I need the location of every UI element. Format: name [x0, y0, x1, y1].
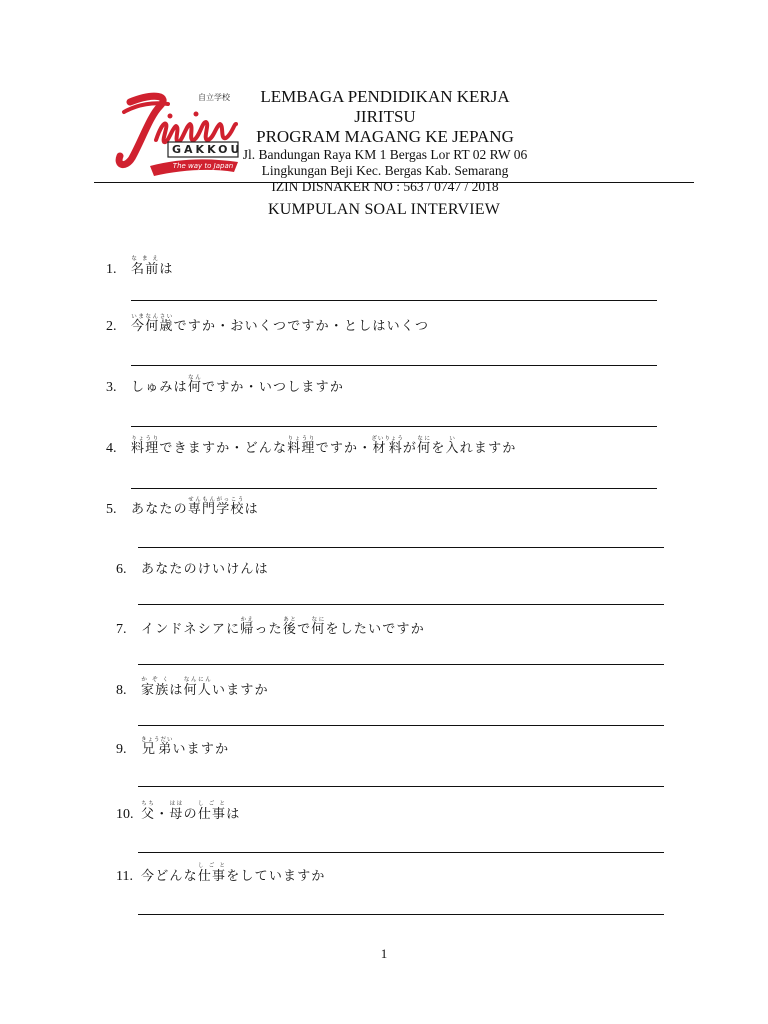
question-7	[116, 617, 425, 639]
question-number: 8.	[116, 683, 127, 698]
logo-gakkou: GAKKOU	[172, 143, 243, 156]
jiritsu-gakkou-logo	[110, 82, 245, 184]
answer-line-6[interactable]	[138, 604, 664, 605]
question-text: あなたの専門学校せんもんがっこうは	[131, 497, 259, 517]
header-divider	[94, 182, 694, 183]
question-11	[116, 863, 326, 886]
question-9	[116, 737, 229, 759]
answer-line-3[interactable]	[131, 426, 657, 427]
question-10	[116, 801, 240, 824]
question-6	[116, 561, 269, 579]
question-number: 5.	[106, 502, 117, 517]
org-name: LEMBAGA PENDIDIKAN KERJA JIRITSU	[260, 87, 510, 126]
answer-line-11[interactable]	[138, 914, 664, 915]
question-text: 名前な ま えは	[131, 256, 174, 277]
logo-tagline: The way to Japan	[172, 162, 234, 170]
question-number: 11.	[116, 869, 133, 884]
license-number: IZIN DISNAKER NO : 563 / 0747 / 2018	[271, 179, 499, 194]
question-text: 兄弟きょうだいいますか	[141, 737, 230, 757]
question-number: 6.	[116, 562, 127, 577]
question-text: 料理りょうりできますか・どんな料理りょうりですか・材料ざいりょうが何なにを入いれますか	[131, 436, 517, 456]
answer-line-2[interactable]	[131, 365, 657, 366]
question-8	[116, 677, 269, 700]
address-line-2: Lingkungan Beji Kec. Bergas Kab. Semarang	[261, 163, 509, 178]
page-title: KUMPULAN SOAL INTERVIEW	[267, 201, 501, 218]
answer-line-8[interactable]	[138, 725, 664, 726]
question-text: 家族か ぞ くは何人なんにんいますか	[141, 677, 269, 698]
answer-line-5[interactable]	[138, 547, 664, 548]
question-number: 7.	[116, 622, 127, 637]
letterhead	[240, 87, 530, 195]
question-text: 父ちち・母ははの仕事し ご とは	[141, 801, 241, 822]
program-name: PROGRAM MAGANG KE JEPANG	[256, 127, 514, 146]
answer-line-1[interactable]	[131, 300, 657, 301]
question-4	[106, 436, 517, 458]
question-3	[106, 375, 344, 397]
question-text: しゅみは何なんですか・いつしますか	[131, 375, 345, 395]
question-text: 今どんな仕事し ご とをしていますか	[141, 863, 326, 884]
question-number: 3.	[106, 380, 117, 395]
question-text: あなたのけいけんは	[141, 562, 269, 577]
page-number: 1	[380, 946, 388, 961]
answer-line-4[interactable]	[131, 488, 657, 489]
question-number: 1.	[106, 262, 117, 277]
question-1	[106, 256, 174, 279]
answer-line-10[interactable]	[138, 852, 664, 853]
question-2	[106, 314, 429, 336]
logo-kanji: 自立学校	[198, 93, 230, 102]
question-text: 今何歳いまなんさいですか・おいくつですか・としはいくつ	[131, 314, 430, 334]
question-number: 2.	[106, 319, 117, 334]
question-text: インドネシアに帰かえった後あとで何なにをしたいですか	[141, 617, 425, 637]
question-number: 4.	[106, 441, 117, 456]
question-number: 10.	[116, 807, 134, 822]
question-5	[106, 497, 259, 519]
address-line-1: Jl. Bandungan Raya KM 1 Bergas Lor RT 02 RW 06	[242, 147, 528, 162]
answer-line-9[interactable]	[138, 786, 664, 787]
question-number: 9.	[116, 742, 127, 757]
answer-line-7[interactable]	[138, 664, 664, 665]
